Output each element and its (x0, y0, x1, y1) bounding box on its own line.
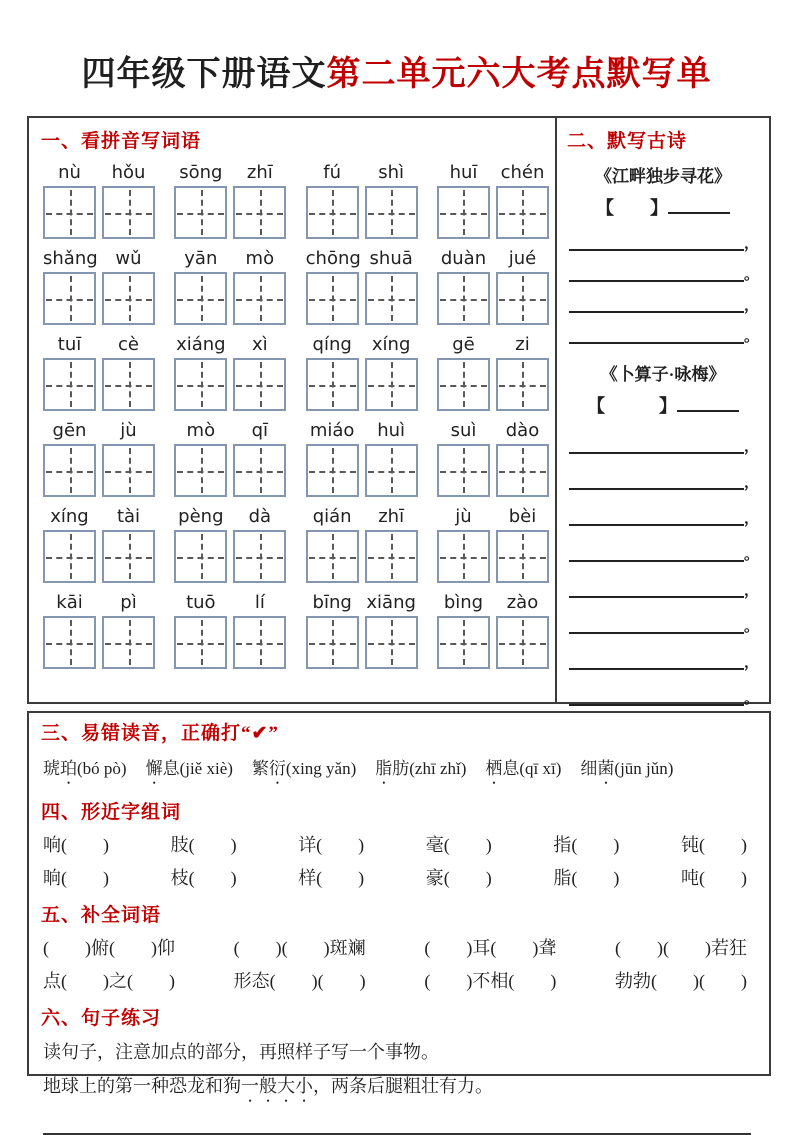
line-punct: 。 (744, 267, 760, 283)
pinyin-syllable: mò (245, 248, 275, 269)
poem-blank-line (569, 418, 760, 455)
writing-box (43, 530, 96, 583)
section6-heading: 六、句子练习 (41, 1008, 162, 1029)
dotted-char: 菌 (597, 759, 615, 778)
pinyin-syllable: chōng (305, 248, 361, 269)
page-title-red: 第二单元六大考点默写单 (326, 56, 712, 93)
pinyin-word-group (174, 420, 286, 497)
char-blank: 脂( ) (553, 868, 620, 888)
sentence-instruction: 读句子，注意加点的部分，再照样子写一个事物。 (43, 1042, 439, 1062)
pinyin-choices: (jiě xiè) (179, 759, 233, 778)
blank-rule (569, 280, 744, 313)
line-punct: ， (744, 475, 760, 491)
pinyin-syllable: zhī (246, 162, 273, 183)
line-punct: ， (744, 583, 760, 599)
writing-box (365, 358, 418, 411)
pronunciation-item (146, 754, 233, 788)
char-blank: 钝( ) (680, 835, 747, 855)
writing-box (233, 444, 286, 497)
pinyin-syllable: pèng (178, 506, 224, 527)
line-punct: ， (744, 511, 760, 527)
pinyin-syllable: gē (452, 334, 475, 355)
section1-heading: 一、看拼音写词语 (41, 131, 202, 152)
writing-box (174, 530, 227, 583)
writing-box (43, 616, 96, 669)
pinyin-word-group (437, 162, 549, 239)
page-title-black: 四年级下册语文 (81, 56, 327, 93)
pinyin-syllable: huì (377, 420, 406, 441)
pinyin-syllable: tuī (57, 334, 82, 355)
pinyin-syllable: qián (312, 506, 352, 527)
pinyin-word-group (306, 334, 418, 411)
pinyin-syllable: dào (505, 420, 540, 441)
pinyin-syllable: zi (515, 334, 530, 355)
pinyin-row (43, 334, 549, 411)
writing-box (102, 358, 155, 411)
char-blank: 吨( ) (680, 868, 747, 888)
poem1-title: 《江畔独步寻花》 (595, 167, 731, 186)
page-title (0, 46, 793, 95)
pronunciation-items (43, 754, 755, 788)
sentence-part: ，两条后腿粗壮有力。 (313, 1076, 493, 1096)
pinyin-row (43, 592, 549, 669)
writing-box (102, 186, 155, 239)
pinyin-word-group (306, 420, 418, 497)
line-punct: ， (744, 298, 760, 314)
word-blank: ( )( )斑斓 (233, 938, 366, 958)
poem-blank-line (569, 634, 760, 671)
pinyin-syllable: qī (251, 420, 269, 441)
writing-box (306, 272, 359, 325)
char-blank: 详( ) (298, 835, 365, 855)
pinyin-word-group (306, 162, 418, 239)
blank-rule (569, 632, 744, 670)
writing-box (365, 530, 418, 583)
pinyin-syllable: jù (120, 420, 137, 441)
char-blank: 响( ) (43, 835, 109, 855)
word-blank: 点( )之( ) (43, 971, 175, 991)
pinyin-syllable: huī (449, 162, 478, 183)
writing-box (437, 444, 490, 497)
pinyin-syllable: mò (186, 420, 216, 441)
poem-blank-line (569, 562, 760, 599)
pinyin-word-group (174, 334, 286, 411)
pinyin-syllable: shǎng (43, 248, 98, 269)
poem2-title: 《卜算子·咏梅》 (600, 365, 726, 384)
writing-box (437, 358, 490, 411)
poem-blank-line (569, 526, 760, 563)
pronunciation-item (375, 754, 466, 788)
pinyin-syllable: tuō (186, 592, 216, 613)
pinyin-syllable: xiāng (366, 592, 416, 613)
word-blank: 形态( )( ) (233, 971, 366, 991)
line-punct: 。 (744, 691, 760, 707)
writing-box (102, 530, 155, 583)
blank-rule (569, 218, 744, 251)
writing-box (43, 272, 96, 325)
pinyin-word-group (306, 506, 418, 583)
writing-box (174, 272, 227, 325)
pinyin-word-group (43, 162, 155, 239)
pinyin-syllable: jué (508, 248, 537, 269)
writing-box (496, 530, 549, 583)
char-blank: 毫( ) (425, 835, 492, 855)
blank-rule (569, 524, 744, 562)
pinyin-word-group (174, 592, 286, 669)
author-rule (668, 198, 730, 214)
writing-box (174, 616, 227, 669)
pinyin-word-group (437, 334, 549, 411)
pinyin-syllable: tài (116, 506, 141, 527)
word-part: 息 (502, 759, 520, 778)
poem-blank-line (569, 251, 760, 283)
writing-box (102, 616, 155, 669)
pinyin-choices: (qī xī) (519, 759, 562, 778)
pinyin-syllable: xiáng (176, 334, 226, 355)
pinyin-syllable: shuā (369, 248, 413, 269)
pinyin-syllable: shì (378, 162, 405, 183)
writing-box (102, 272, 155, 325)
poem-1 (567, 162, 759, 344)
writing-box (102, 444, 155, 497)
pinyin-syllable: chén (500, 162, 545, 183)
char-blank: 枝( ) (170, 868, 237, 888)
pinyin-word-group (437, 506, 549, 583)
pinyin-word-group (174, 162, 286, 239)
pinyin-choices: (zhī zhǐ) (409, 759, 467, 778)
writing-box (496, 186, 549, 239)
line-punct: 。 (744, 547, 760, 563)
char-blank: 肢( ) (170, 835, 237, 855)
complete-words-row (43, 967, 747, 993)
pinyin-syllable: duàn (440, 248, 487, 269)
pinyin-word-group (174, 506, 286, 583)
top-panel (27, 116, 771, 707)
line-punct: ， (744, 236, 760, 252)
author-bracket: 【 】 (587, 396, 677, 416)
pinyin-syllable: zhī (378, 506, 405, 527)
writing-box (365, 186, 418, 239)
pinyin-syllable: suì (450, 420, 477, 441)
blank-rule (569, 416, 744, 454)
line-punct: ， (744, 439, 760, 455)
line-punct: ， (744, 655, 760, 671)
writing-box (306, 444, 359, 497)
writing-box (365, 616, 418, 669)
pinyin-word-group (174, 248, 286, 325)
word-part: 息 (162, 759, 180, 778)
word-blank: 勃勃( )( ) (615, 971, 747, 991)
blank-rule (569, 452, 744, 490)
writing-box (306, 616, 359, 669)
line-punct: 。 (744, 619, 760, 635)
pinyin-syllable: miáo (309, 420, 355, 441)
word-part: 细 (580, 759, 598, 778)
poem-blank-line (569, 220, 760, 252)
poem-blank-line (569, 670, 760, 707)
pinyin-syllable: wǔ (115, 248, 142, 269)
pinyin-row (43, 248, 549, 325)
char-blank: 指( ) (553, 835, 620, 855)
pinyin-syllable: lí (254, 592, 265, 613)
pinyin-syllable: xíng (50, 506, 89, 527)
pinyin-word-group (43, 506, 155, 583)
pinyin-syllable: dà (248, 506, 272, 527)
pronunciation-item (43, 754, 127, 788)
writing-box (496, 272, 549, 325)
pinyin-syllable: jù (455, 506, 472, 527)
writing-box (233, 616, 286, 669)
pinyin-syllable: xíng (371, 334, 411, 355)
pinyin-syllable: nù (58, 162, 81, 183)
pinyin-word-group (43, 248, 155, 325)
section-pinyin-dictation (29, 118, 557, 702)
poem-2 (567, 360, 759, 706)
pinyin-row (43, 162, 549, 239)
word-part: 琥 (43, 759, 60, 778)
pinyin-grid (43, 162, 549, 669)
complete-words-row (43, 934, 747, 960)
blank-rule (569, 596, 744, 634)
pinyin-word-group (43, 592, 155, 669)
bottom-panel (27, 711, 771, 1096)
author-rule (677, 396, 739, 412)
pinyin-word-group (43, 420, 155, 497)
pronunciation-item (580, 754, 673, 788)
pronunciation-item (252, 754, 356, 788)
poem-blank-line (569, 598, 760, 635)
pinyin-syllable: fú (323, 162, 342, 183)
similar-chars-row (43, 864, 747, 890)
char-blank: 样( ) (298, 868, 365, 888)
poem-blank-line (569, 313, 760, 345)
writing-box (437, 186, 490, 239)
pinyin-word-group (306, 248, 418, 325)
pinyin-word-group (437, 248, 549, 325)
blank-rule (569, 311, 744, 344)
word-blank: ( )耳( )聋 (424, 938, 557, 958)
writing-box (43, 186, 96, 239)
dotted-char: 懈 (145, 759, 163, 778)
line-punct: 。 (744, 329, 760, 345)
writing-box (233, 358, 286, 411)
word-part: 肪 (392, 759, 410, 778)
blank-rule (569, 560, 744, 598)
pinyin-choices: (bó pò) (77, 759, 127, 778)
writing-box (437, 616, 490, 669)
writing-box (233, 272, 286, 325)
blank-rule (569, 488, 744, 526)
writing-box (306, 358, 359, 411)
writing-box (496, 444, 549, 497)
pronunciation-item (485, 754, 561, 788)
writing-box (174, 444, 227, 497)
word-part: 繁 (251, 759, 269, 778)
writing-box (365, 272, 418, 325)
pinyin-choices: (jūn jǔn) (614, 759, 674, 778)
writing-box (174, 358, 227, 411)
poem2-author-blank (567, 392, 759, 418)
poem1-author-blank (567, 194, 759, 220)
writing-box (365, 444, 418, 497)
pinyin-syllable: cè (118, 334, 139, 355)
writing-box (306, 186, 359, 239)
pinyin-syllable: zào (506, 592, 539, 613)
section5-heading: 五、补全词语 (41, 905, 162, 926)
dotted-char: 栖 (485, 759, 503, 778)
pinyin-word-group (43, 334, 155, 411)
example-sentence (43, 1072, 755, 1106)
pinyin-syllable: yān (184, 248, 218, 269)
pinyin-word-group (306, 592, 418, 669)
pinyin-syllable: hǒu (111, 162, 146, 183)
writing-box (496, 358, 549, 411)
blank-rule (569, 668, 744, 706)
section2-heading: 二、默写古诗 (567, 131, 688, 152)
writing-box (43, 358, 96, 411)
pinyin-syllable: bīng (312, 592, 352, 613)
poem-blank-line (569, 490, 760, 527)
char-blank: 晌( ) (43, 868, 109, 888)
dotted-char: 珀 (60, 759, 77, 778)
pinyin-syllable: bèi (508, 506, 537, 527)
writing-box (233, 530, 286, 583)
author-bracket: 【 】 (596, 198, 668, 218)
pinyin-syllable: bìng (443, 592, 484, 613)
pinyin-choices: (xing yǎn) (285, 759, 357, 778)
char-blank: 豪( ) (425, 868, 492, 888)
poem-blank-line (569, 454, 760, 491)
pinyin-syllable: gēn (52, 420, 87, 441)
pinyin-row (43, 420, 549, 497)
word-blank: ( )( )若狂 (615, 938, 747, 958)
writing-box (43, 444, 96, 497)
writing-box (496, 616, 549, 669)
sentence-part: 地球上的第一种恐龙和狗 (43, 1076, 241, 1096)
pinyin-word-group (437, 592, 549, 669)
section3-heading: 三、易错读音，正确打“✔” (41, 723, 279, 744)
section4-heading: 四、形近字组词 (41, 802, 182, 823)
pinyin-syllable: sōng (179, 162, 223, 183)
dotted-phrase: 一般大小 (241, 1076, 313, 1096)
word-blank: ( )俯( )仰 (43, 938, 175, 958)
writing-box (437, 530, 490, 583)
writing-box (233, 186, 286, 239)
writing-box (174, 186, 227, 239)
pinyin-word-group (437, 420, 549, 497)
blank-rule (569, 249, 744, 282)
writing-box (306, 530, 359, 583)
pinyin-syllable: pì (120, 592, 137, 613)
dotted-char: 衍 (268, 759, 286, 778)
poem-blank-line (569, 282, 760, 314)
pinyin-syllable: qíng (312, 334, 352, 355)
similar-chars-row (43, 831, 747, 857)
section-poem-dictation (557, 118, 769, 707)
dotted-char: 脂 (375, 759, 393, 778)
pinyin-syllable: xì (252, 334, 268, 355)
pinyin-syllable: kāi (56, 592, 83, 613)
writing-box (437, 272, 490, 325)
pinyin-row (43, 506, 549, 583)
word-blank: ( )不相( ) (424, 971, 557, 991)
